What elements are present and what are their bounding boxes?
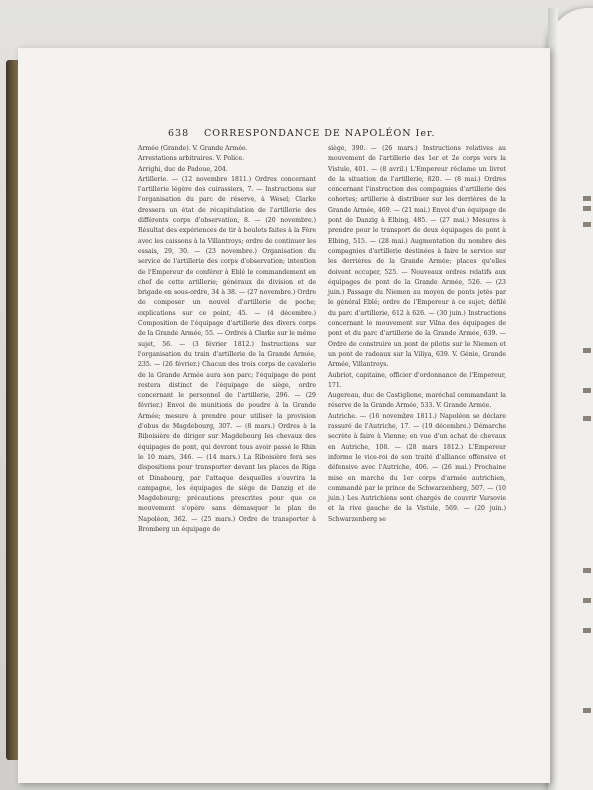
facing-page-mark [583, 708, 591, 713]
index-entry: Artillerie. — (12 novembre 1811.) Ordres concernant l'artillerie légère des cuirassiers, 7. — Instructions sur l'organisation du parc de réserve, à Wesel; Clarke dressera un état de récapitulation de l'artillerie des différents corps d'observation, 8. — (20 novembre.) Résultat des expériences de tir à boulets faites à la Fère avec les caissons à la Villantroys; ordre de continuer les essais, 29, 30. — (23 novembre.) Organisation du service de l'artillerie des corps d'observation; intention de l'Empereur de conférer à Eblé le commandement en chef de cette artillerie; généraux de division et de brigade en sous-ordre, 34 à 38. — (27 novembre.) Ordre de composer un nouvel d'artillerie de poche; explications sur ce point, 45. — (4 décembre.) Composition de l'équipage d'artillerie des divers corps de la Grande Armée, 55. — Ordres à Clarke sur le même sujet, 56. — (3 février 1812.) Instructions sur l'organisation du train d'artillerie de la Grande Armée, 235. — (26 février.) Chacun des trois corps de cavalerie de la Grande Armée aura son parc; l'équipage de pont restera distinct de l'équipage de siège, ordre concernant le personnel de l'artillerie, 296. — (29 février.) Envoi de munitions de poudre à la Grande Armée; mesure à prendre pour utiliser la provision d'obus de Magdebourg, 307. — (8 mars.) Ordres à la Riboisière de diriger sur Magdebourg les chevaux des équipages de pont, qui devront tous avoir passé le Rhin le 10 mars, 346. — (14 mars.) La Riboisière fera ses dispositions pour transporter devant les places de Riga et Dinabourg, par l'attaque desquelles s'ouvrira la campagne, les équipages de siège de Danzig et de Magdebourg; précautions prescrites pour que ce mouvement s'opère sans démasquer le plan de Napoléon, 362. — (25 mars.) Ordre de transporter à Bromberg un équipage de [138, 175, 316, 533]
facing-page-mark [583, 222, 591, 227]
page-number: 638 [168, 128, 190, 139]
right-column [328, 144, 506, 525]
index-entry: siège, 390. — (26 mars.) Instructions relatives au mouvement de l'artillerie des 1er et 2e corps vers la Vistule, 401. — (8 avril.) L'Empereur réclame un livret de la situation de l'artillerie, 820. — (8 mai.) Ordres concernant l'instruction des compagnies d'artillerie des cohortes; artillerie à distribuer sur les derrières de la Grande Armée, 469. — (21 mai.) Envoi d'un équipage de pont de Danzig à Elbing, 485. — (27 mai.) Mesures à prendre pour le transport de deux équipages de pont à Elbing, 515. — (28 mai.) Augmentation du nombre des compagnies d'artillerie destinées à faire le service sur les derrières de la Grande Armée; places qu'elles doivent occuper, 525. — Nouveaux ordres relatifs aux équipages de pont de la Grande Armée, 526. — (23 juin.) Passage du Niemen au moyen de ponts jetés par le général Eblé; ordre de l'Empereur à ce sujet; défilé du parc d'artillerie, 612 à 626. — (30 juin.) Instructions concernant le mouvement sur Vilna des équipages de pont et du parc d'artillerie de la Grande Armée, 639. — Ordre de construire un pont de pilotis sur le Niemen et un pont de radeaux sur la Viliya, 639. V. Génie, Grande Armée, Villantroys. [328, 145, 506, 369]
facing-page-mark [583, 568, 591, 573]
facing-page [548, 8, 593, 790]
facing-page-mark [583, 206, 591, 211]
facing-page-mark [583, 598, 591, 603]
index-entry: Armée (Grande). V. Grande Armée. [138, 145, 248, 152]
facing-page-mark [583, 348, 591, 353]
running-title: CORRESPONDANCE DE NAPOLÉON Ier. [204, 128, 436, 139]
index-entry: Autriche. — (16 novembre 1811.) Napoléon se déclare rassuré de l'Autriche, 17. — (19 décembre.) Démarche secrète à faire à Vienne; en vue d'un achat de chevaux en Autriche, 108. — (28 mars 1812.) L'Empereur informe le vice-roi de son traité d'alliance offensive et défensive avec l'Autriche, 406. — (26 mai.) Prochaine mise en marche du 1er corps d'armée autrichien, commandé par le prince de Schwarzenberg, 507. — (10 juin.) Les Autrichiens sont chargés de couvrir Varsovie et la rive gauche de la Vistule, 569. — (20 juin.) Schwarzenberg se [328, 412, 506, 523]
index-entry: Augereau, duc de Castiglione, maréchal commandant la réserve de la Grande Armée, 533. V. Grande Armée. [328, 392, 506, 410]
index-entry: Arrestations arbitraires. V. Police. [138, 155, 245, 163]
left-column [138, 144, 316, 535]
index-entry: Aubriot, capitaine, officier d'ordonnance de l'Empereur, 171. [328, 371, 506, 389]
book-page [18, 48, 550, 783]
index-entry: Arrighi, duc de Padoue, 204. [138, 165, 228, 173]
facing-page-mark [583, 388, 591, 393]
facing-page-mark [583, 196, 591, 201]
facing-page-mark [583, 628, 591, 633]
facing-page-mark [583, 416, 591, 421]
